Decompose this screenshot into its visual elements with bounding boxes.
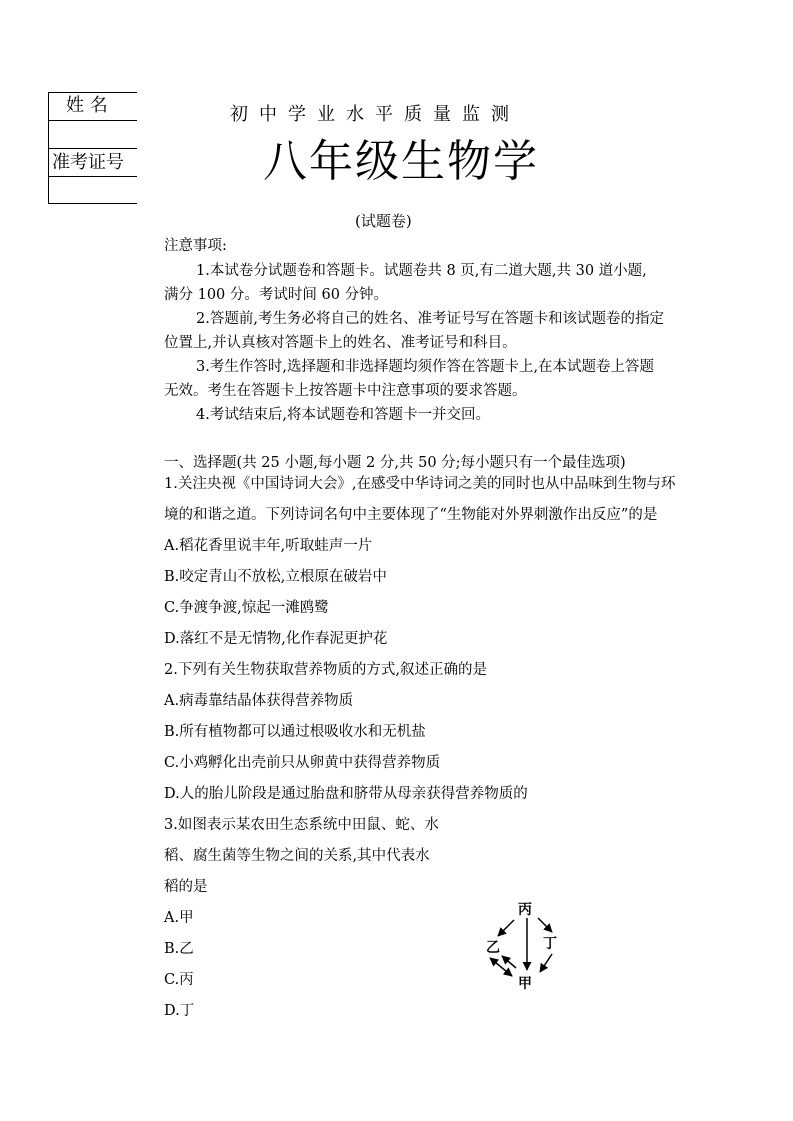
diagram-arrow	[502, 956, 516, 968]
diagram-node-left: 乙	[486, 940, 500, 956]
food-web-diagram	[480, 896, 570, 996]
notes-line: 2.答题前,考生务必将自己的姓名、准考证号写在答题卡和该试题卷的指定	[196, 311, 664, 327]
notes-heading: 注意事项:	[164, 238, 227, 254]
question-1-option-a: A.稻花香里说丰年,听取蛙声一片	[164, 538, 373, 554]
question-2-option-d: D.人的胎儿阶段是通过胎盘和脐带从母亲获得营养物质的	[164, 786, 528, 802]
info-box-line	[48, 148, 137, 149]
info-box-line	[48, 176, 137, 177]
question-1-option-b: B.咬定青山不放松,立根原在破岩中	[164, 569, 387, 585]
notes-line: 3.考生作答时,选择题和非选择题均须作答在答题卡上,在本试题卷上答题	[196, 359, 655, 375]
notes-line: 4.考试结束后,将本试题卷和答题卡一并交回。	[196, 407, 490, 423]
question-3-option-a: A.甲	[164, 910, 194, 926]
question-1-stem: 境的和谐之道。下列诗词名句中主要体现了“生物能对外界刺激作出反应”的是	[164, 507, 658, 523]
info-box-line	[48, 203, 137, 204]
candidate-info-box	[48, 92, 137, 204]
question-2-option-c: C.小鸡孵化出壳前只从卵黄中获得营养物质	[164, 755, 441, 771]
info-box-line	[48, 92, 137, 93]
question-2-option-a: A.病毒靠结晶体获得营养物质	[164, 693, 354, 709]
diagram-arrow	[498, 920, 514, 936]
question-3-option-b: B.乙	[164, 941, 194, 957]
notes-line: 位置上,并认真核对答题卡上的姓名、准考证号和科目。	[164, 335, 517, 351]
question-2-option-b: B.所有植物都可以通过根吸收水和无机盐	[164, 724, 426, 740]
diagram-arrow	[538, 918, 552, 932]
paper-tag: (试题卷)	[355, 212, 412, 230]
section-heading: 一、选择题(共 25 小题,每小题 2 分,共 50 分;每小题只有一个最佳选项)	[164, 455, 626, 471]
question-3-option-d: D.丁	[164, 1003, 195, 1019]
diagram-node-right: 丁	[543, 936, 557, 952]
diagram-node-bottom: 甲	[518, 976, 532, 992]
diagram-arrow	[540, 954, 552, 972]
exam-title: 八年级生物学	[263, 136, 539, 187]
question-1-option-c: C.争渡争渡,惊起一滩鸥鹭	[164, 600, 329, 616]
question-3-stem: 稻的是	[164, 879, 208, 895]
info-box-line	[48, 120, 137, 121]
question-3-option-c: C.丙	[164, 972, 194, 988]
exam-subtitle: 初中学业水平质量监测	[230, 104, 520, 125]
diagram-node-top: 丙	[518, 902, 532, 918]
question-2-stem: 2.下列有关生物获取营养物质的方式,叙述正确的是	[164, 662, 487, 678]
question-3-stem: 稻、腐生菌等生物之间的关系,其中代表水	[164, 848, 430, 864]
notes-line: 满分 100 分。考试时间 60 分钟。	[164, 287, 389, 303]
question-3-stem: 3.如图表示某农田生态系统中田鼠、蛇、水	[164, 817, 439, 833]
notes-line: 无效。考生在答题卡上按答题卡中注意事项的要求答题。	[164, 383, 527, 399]
exam-id-label: 准考证号	[52, 152, 124, 173]
notes-line: 1.本试卷分试题卷和答题卡。试题卷共 8 页,有二道大题,共 30 道小题,	[196, 263, 647, 279]
question-1-option-d: D.落红不是无情物,化作春泥更护花	[164, 631, 388, 647]
diagram-arrow	[490, 958, 512, 976]
name-label: 姓 名	[66, 95, 108, 116]
question-1-stem: 1.关注央视《中国诗词大会》,在感受中华诗词之美的同时也从中品味到生物与环	[164, 476, 676, 492]
